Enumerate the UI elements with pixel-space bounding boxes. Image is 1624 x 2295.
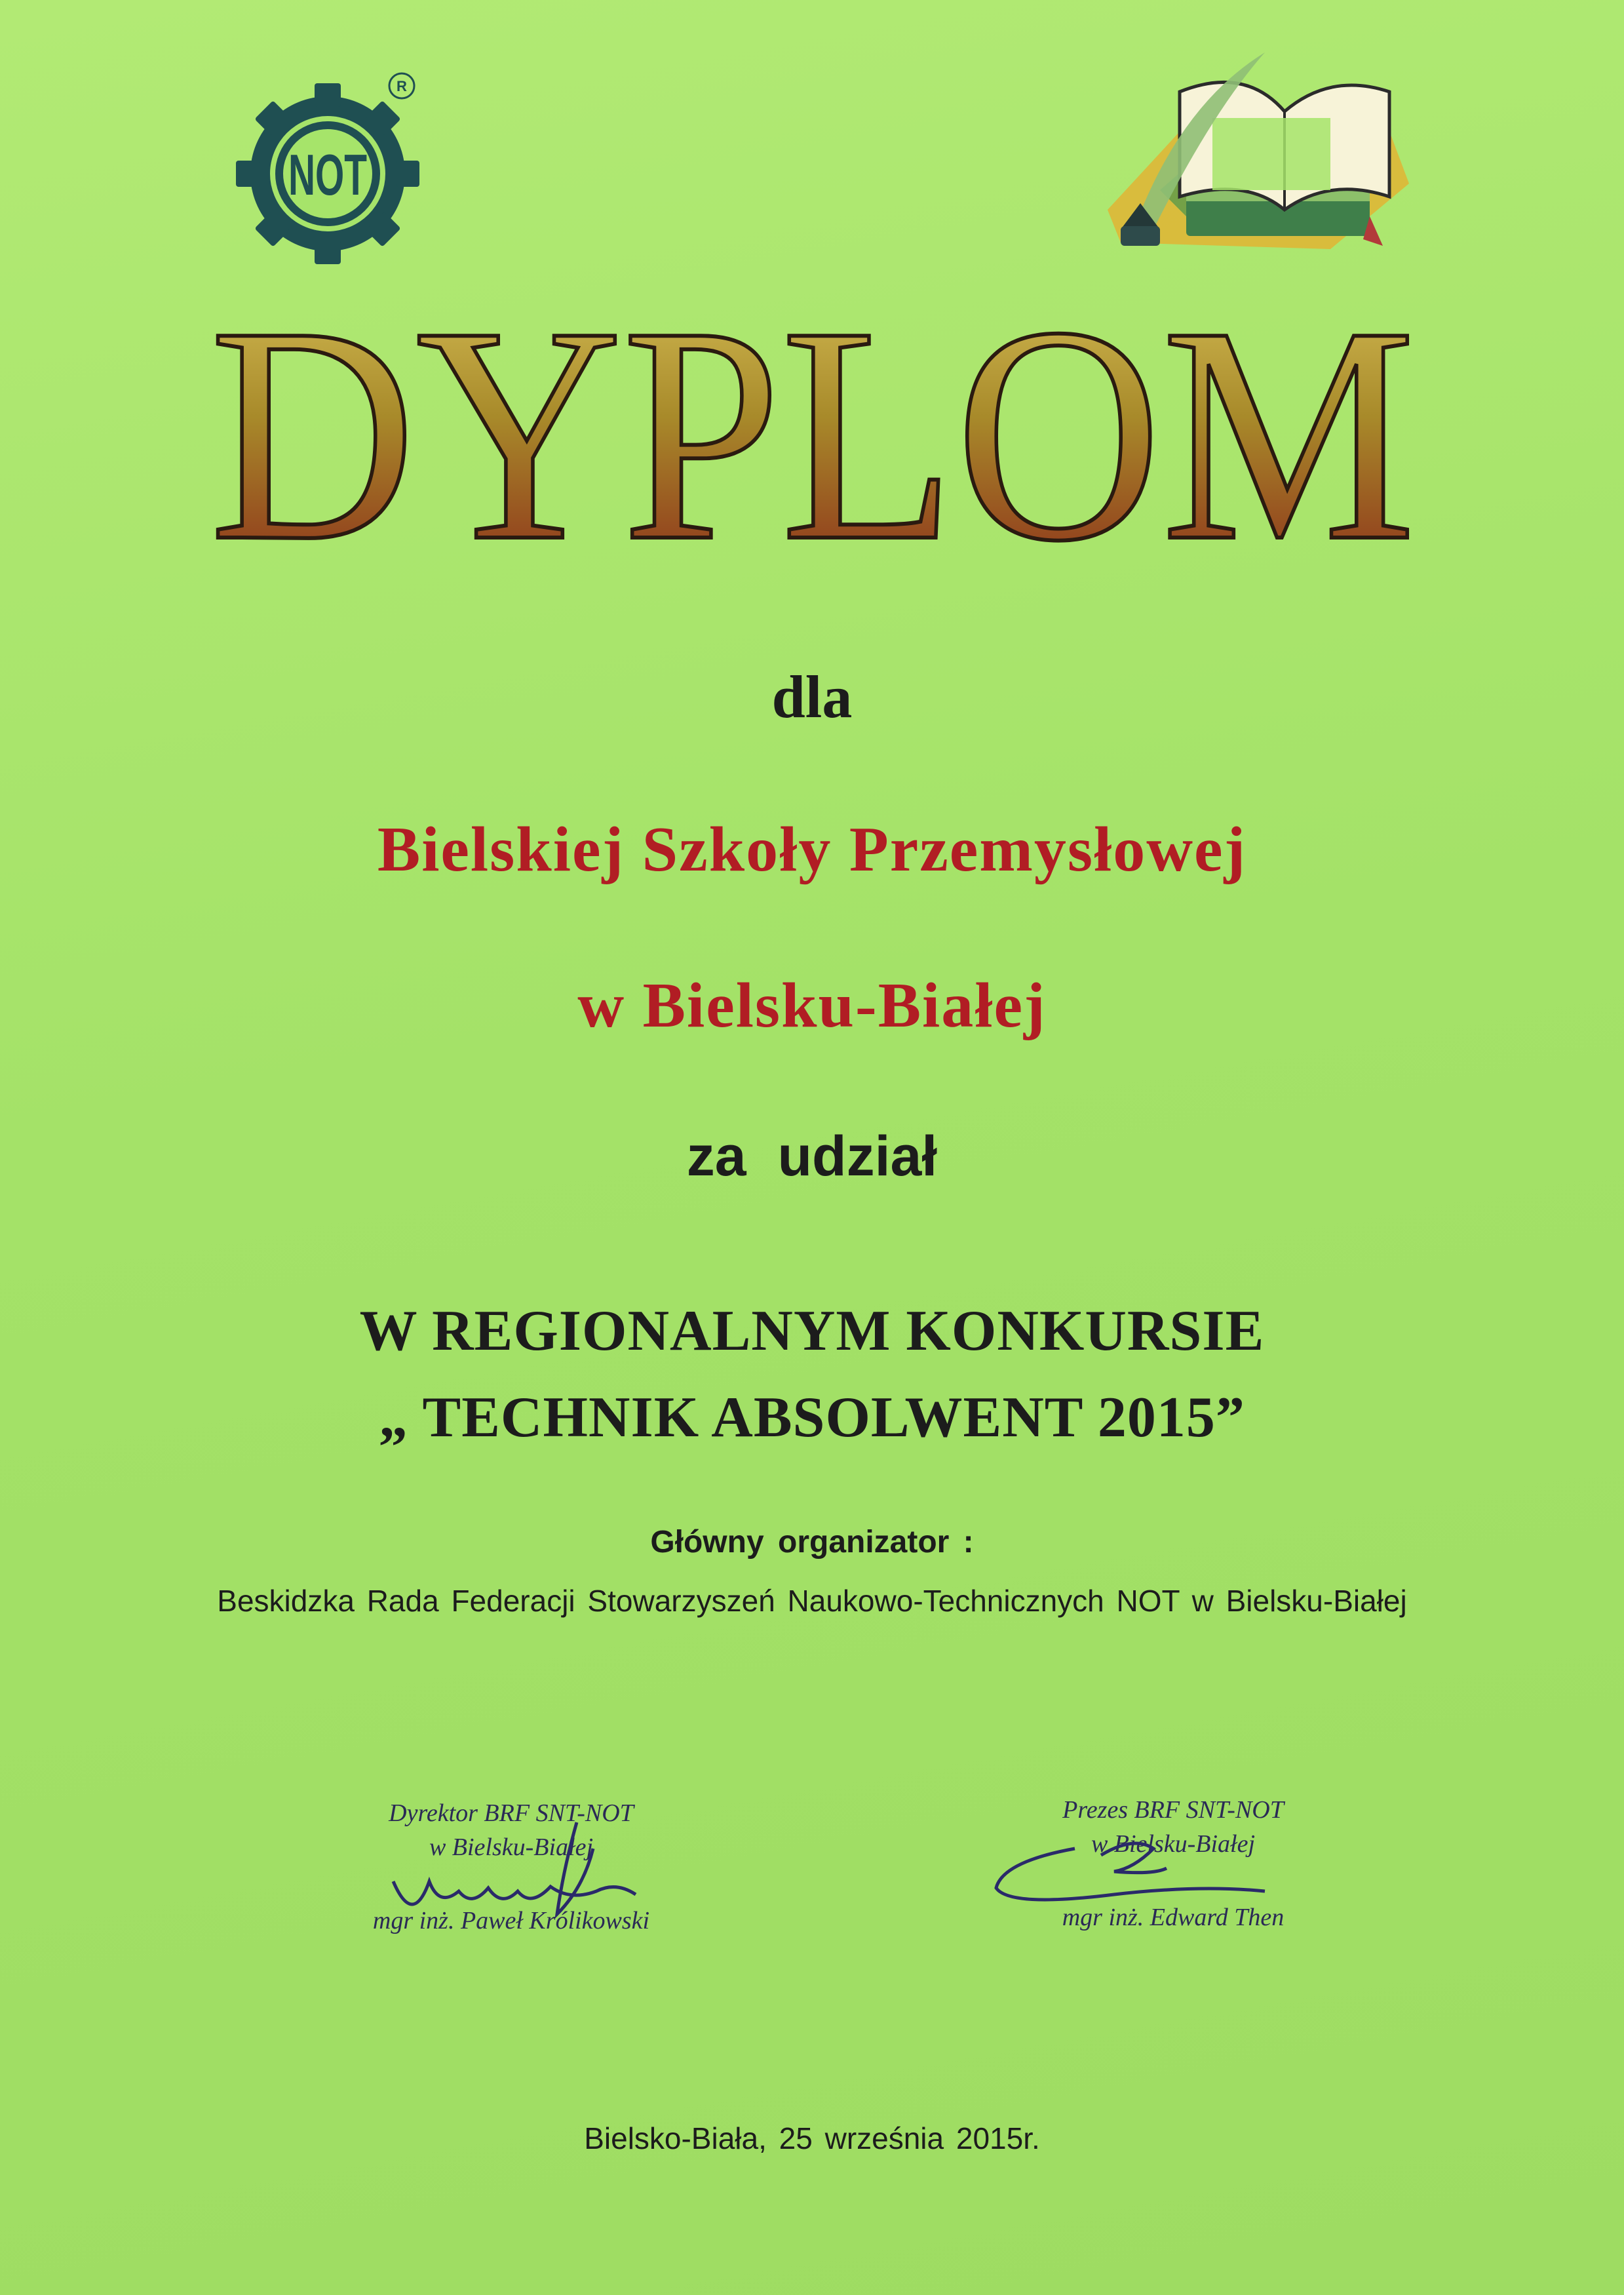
award-reason: za udział	[686, 1125, 938, 1188]
handwritten-signature-president	[983, 1829, 1285, 1927]
organizer-name: Beskidzka Rada Federacji Stowarzyszeń Naukowo-Technicznych NOT w Bielsku-Białej	[217, 1584, 1407, 1618]
for-label: dla	[771, 663, 853, 730]
contest-line-1: W REGIONALNYM KONKURSIE	[359, 1299, 1265, 1363]
open-book-quill-icon	[1081, 52, 1422, 269]
title-text: DYPLOM	[210, 275, 1416, 577]
signature-place: w Bielsku-Białej	[1091, 1830, 1256, 1858]
organizer-label: Główny organizator :	[650, 1525, 974, 1559]
signature-title: Prezes BRF SNT-NOT	[1062, 1796, 1284, 1824]
svg-text:R: R	[396, 78, 407, 94]
diploma-title	[197, 275, 1429, 577]
contest-line-2: „ TECHNIK ABSOLWENT 2015”	[379, 1386, 1245, 1449]
recipient-school: Bielskiej Szkoły Przemysłowej	[377, 814, 1247, 885]
recipient-city: w Bielsku-Białej	[577, 970, 1047, 1041]
signature-title: Dyrektor BRF SNT-NOT	[389, 1799, 634, 1827]
handwritten-signature-director	[367, 1809, 682, 1953]
signature-name: mgr inż. Paweł Królikowski	[372, 1907, 650, 1934]
signature-place: w Bielsku-Białej	[429, 1834, 594, 1861]
logo-text: NOT	[288, 142, 367, 207]
issue-date: Bielsko-Biała, 25 września 2015r.	[584, 2121, 1040, 2155]
signature-name: mgr inż. Edward Then	[1062, 1904, 1285, 1931]
registered-mark-icon	[387, 71, 417, 101]
